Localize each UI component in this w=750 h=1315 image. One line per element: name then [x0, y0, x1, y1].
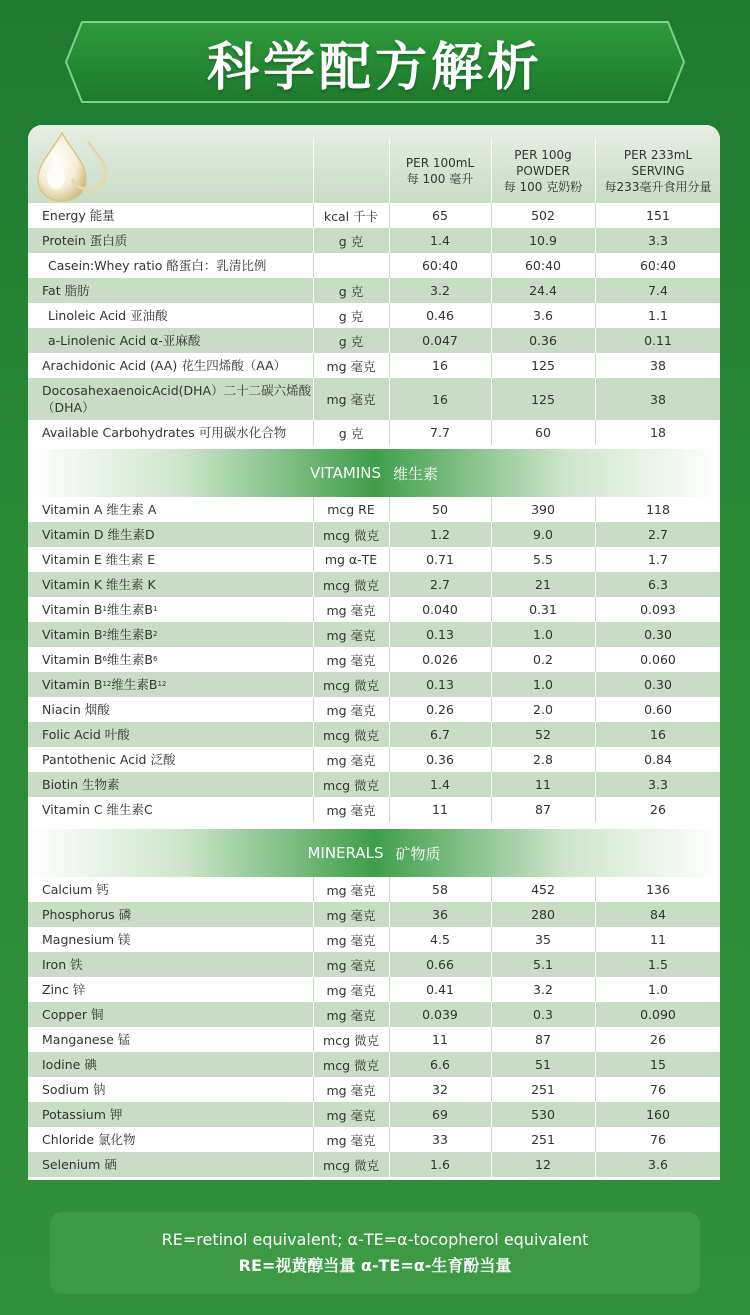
table-row [28, 420, 720, 445]
nutrient-unit: mcg 微克 [323, 1032, 379, 1048]
table-row [28, 902, 720, 927]
nutrient-name: Vitamin B 6 维生素B 6 [42, 652, 158, 667]
nutrient-name: Vitamin D 维生素D [42, 527, 155, 542]
value-per-100g: 125 [531, 358, 555, 373]
value-per-serving: 76 [650, 1132, 666, 1147]
table-row [28, 747, 720, 772]
value-per-100ml: 36 [432, 907, 448, 922]
value-per-100g: 21 [535, 577, 551, 592]
nutrient-unit: mg 毫克 [326, 882, 376, 898]
table-row [28, 927, 720, 952]
value-per-serving: 118 [646, 502, 670, 517]
value-per-serving: 0.30 [644, 677, 672, 692]
value-per-100g: 10.9 [529, 233, 557, 248]
value-per-serving: 0.090 [640, 1007, 676, 1022]
table-row [28, 1002, 720, 1027]
milk-drop-icon [32, 127, 122, 203]
value-per-100ml: 60:40 [421, 258, 459, 273]
value-per-serving: 0.60 [644, 702, 672, 717]
nutrient-name: Manganese 锰 [42, 1032, 131, 1047]
value-per-100ml: 0.46 [426, 308, 454, 323]
value-per-100ml: 6.7 [430, 727, 450, 742]
table-row [28, 378, 720, 420]
table-row [28, 672, 720, 697]
value-per-100g: 3.2 [533, 982, 553, 997]
nutrient-unit: mg 毫克 [326, 802, 376, 818]
nutrient-unit: mg 毫克 [326, 752, 376, 768]
nutrient-name: Available Carbohydrates 可用碳水化合物 [42, 425, 287, 440]
value-per-serving: 0.30 [644, 627, 672, 642]
table-row [28, 1127, 720, 1152]
value-per-serving: 1.0 [648, 982, 668, 997]
nutrient-name: DocosahexaenoicAcid(DHA）二十二碳六烯酸（DHA） [42, 383, 312, 415]
nutrient-unit: mg 毫克 [326, 392, 376, 407]
nutrient-name: Biotin 生物素 [42, 777, 120, 792]
value-per-100ml: 0.66 [426, 957, 454, 972]
value-per-100g: 390 [531, 502, 555, 517]
value-per-serving: 160 [646, 1107, 670, 1122]
value-per-100g: 530 [531, 1107, 555, 1122]
nutrient-name: Zinc 锌 [42, 982, 86, 997]
value-per-100ml: 11 [432, 1032, 448, 1047]
value-per-serving: 15 [650, 1057, 666, 1072]
value-per-serving: 26 [650, 802, 666, 817]
value-per-100g: 60 [535, 425, 551, 440]
value-per-100ml: 0.71 [426, 552, 454, 567]
value-per-100ml: 58 [432, 882, 448, 897]
nutrient-unit: mcg 微克 [323, 1157, 379, 1173]
nutrient-unit: mg α-TE [324, 552, 378, 567]
header-per-100ml-zh: 每 100 毫升 [406, 172, 474, 186]
nutrient-name: Protein 蛋白质 [42, 233, 128, 248]
value-per-100g: 52 [535, 727, 551, 742]
nutrient-name: Vitamin C 维生素C [42, 802, 153, 817]
nutrient-name: Casein:Whey ratio 酪蛋白：乳清比例 [48, 258, 267, 273]
value-per-serving: 38 [650, 358, 666, 373]
nutrient-unit: mg 毫克 [326, 1082, 376, 1098]
nutrient-unit: mcg 微克 [323, 1057, 379, 1073]
value-per-100ml: 4.5 [430, 932, 450, 947]
value-per-100g: 125 [531, 391, 555, 407]
value-per-serving: 11 [650, 932, 666, 947]
page-title: 科学配方解析 [206, 37, 543, 98]
nutrient-unit [314, 253, 388, 278]
nutrient-unit: mg 毫克 [326, 1107, 376, 1123]
nutrient-unit: mcg 微克 [323, 527, 379, 543]
nutrient-name: Magnesium 镁 [42, 932, 131, 947]
value-per-100g: 35 [535, 932, 551, 947]
value-per-serving: 136 [646, 882, 670, 897]
minerals-title-zh: 矿物质 [395, 844, 441, 863]
value-per-serving: 0.060 [640, 652, 676, 667]
value-per-serving: 76 [650, 1082, 666, 1097]
table-header [28, 125, 720, 203]
value-per-100ml: 1.6 [430, 1157, 450, 1172]
value-per-100ml: 50 [432, 502, 448, 517]
table-row [28, 497, 720, 522]
header-per-100g-powder: POWDER [516, 164, 570, 178]
nutrient-name: Vitamin B 2 维生素B 2 [42, 627, 158, 642]
value-per-100g: 87 [535, 1032, 551, 1047]
value-per-100ml: 0.13 [426, 677, 454, 692]
nutrient-unit: g 克 [338, 308, 364, 324]
vitamins-section-header [28, 449, 720, 497]
header-per-100ml-en: PER 100mL [405, 156, 475, 170]
value-per-100ml: 0.41 [426, 982, 454, 997]
value-per-100g: 0.36 [529, 333, 557, 348]
value-per-serving: 0.84 [644, 752, 672, 767]
value-per-100g: 1.0 [533, 627, 553, 642]
value-per-100ml: 0.040 [422, 602, 458, 617]
value-per-100g: 280 [531, 907, 555, 922]
nutrient-name: Potassium 钾 [42, 1107, 123, 1122]
nutrient-unit: g 克 [338, 425, 364, 441]
value-per-100g: 24.4 [529, 283, 557, 298]
table-row [28, 253, 720, 278]
value-per-100ml: 0.026 [422, 652, 458, 667]
table-row [28, 647, 720, 672]
nutrient-name: Selenium 硒 [42, 1157, 117, 1172]
table-row [28, 977, 720, 1002]
value-per-100g: 0.31 [529, 602, 557, 617]
table-row [28, 722, 720, 747]
value-per-serving: 0.11 [644, 333, 672, 348]
value-per-100g: 11 [535, 777, 551, 792]
value-per-100ml: 65 [432, 208, 448, 223]
nutrient-name: Linoleic Acid 亚油酸 [48, 308, 168, 323]
value-per-100g: 3.6 [533, 308, 553, 323]
vitamins-title-en: VITAMINS [309, 464, 382, 482]
minerals-section-header [28, 829, 720, 877]
value-per-100g: 5.5 [533, 552, 553, 567]
nutrient-name: a-Linolenic Acid α-亚麻酸 [48, 333, 201, 348]
value-per-100g: 12 [535, 1157, 551, 1172]
value-per-100g: 9.0 [533, 527, 553, 542]
value-per-100g: 251 [531, 1082, 555, 1097]
nutrient-name: Calcium 钙 [42, 882, 109, 897]
nutrient-unit: mg 毫克 [326, 1132, 376, 1148]
nutrient-unit: mcg RE [327, 502, 375, 517]
table-row [28, 877, 720, 902]
nutrient-name: Iodine 碘 [42, 1057, 97, 1072]
value-per-100g: 0.2 [533, 652, 553, 667]
value-per-serving: 0.093 [640, 602, 676, 617]
nutrient-name: Pantothenic Acid 泛酸 [42, 752, 176, 767]
value-per-serving: 16 [650, 727, 666, 742]
value-per-100ml: 0.047 [422, 333, 458, 348]
value-per-100g: 1.0 [533, 677, 553, 692]
nutrient-unit: mcg 微克 [323, 677, 379, 693]
header-per-100g-zh: 每 100 克奶粉 [503, 180, 583, 194]
table-row [28, 772, 720, 797]
header-per-serving-en: PER 233mL [623, 148, 693, 162]
value-per-serving: 3.6 [648, 1157, 668, 1172]
value-per-serving: 60:40 [639, 258, 677, 273]
value-per-100g: 2.8 [533, 752, 553, 767]
value-per-100ml: 33 [432, 1132, 448, 1147]
nutrient-name: Vitamin K 维生素 K [42, 577, 156, 592]
nutrient-unit: g 克 [338, 283, 364, 299]
table-row [28, 303, 720, 328]
value-per-serving: 2.7 [648, 527, 668, 542]
nutrient-unit: mg 毫克 [326, 702, 376, 718]
value-per-100ml: 0.039 [422, 1007, 458, 1022]
value-per-100ml: 16 [432, 358, 448, 373]
value-per-100ml: 16 [432, 391, 448, 407]
header-per-100g-en: PER 100g [514, 148, 572, 162]
value-per-100ml: 32 [432, 1082, 448, 1097]
nutrient-unit: mcg 微克 [323, 727, 379, 743]
vitamins-title-zh: 维生素 [393, 464, 439, 483]
nutrient-unit: mg 毫克 [326, 652, 376, 668]
nutrient-name: Iron 铁 [42, 957, 83, 972]
nutrient-unit: mcg 微克 [323, 777, 379, 793]
nutrient-unit: mg 毫克 [326, 602, 376, 618]
nutrient-unit: mcg 微克 [323, 577, 379, 593]
value-per-100g: 51 [535, 1057, 551, 1072]
value-per-100g: 5.1 [533, 957, 553, 972]
table-row [28, 1077, 720, 1102]
table-row [28, 622, 720, 647]
table-row [28, 797, 720, 822]
table-row [28, 1027, 720, 1052]
table-row [28, 228, 720, 253]
header-per-serving-zh: 每233毫升食用分量 [604, 180, 712, 194]
nutrient-name: Vitamin B 1 维生素B 1 [42, 602, 158, 617]
nutrient-name: Folic Acid 叶酸 [42, 727, 130, 742]
value-per-100ml: 11 [432, 802, 448, 817]
nutrient-unit: mg 毫克 [326, 982, 376, 998]
nutrient-name: Chloride 氯化物 [42, 1132, 136, 1147]
nutrient-unit: mg 毫克 [326, 1007, 376, 1023]
header-per-serving [596, 139, 720, 203]
nutrient-unit: g 克 [338, 333, 364, 349]
table-row [28, 278, 720, 303]
value-per-serving: 1.7 [648, 552, 668, 567]
table-row [28, 597, 720, 622]
value-per-serving: 151 [646, 208, 670, 223]
value-per-serving: 26 [650, 1032, 666, 1047]
nutrient-unit: mg 毫克 [326, 957, 376, 973]
value-per-serving: 3.3 [648, 233, 668, 248]
table-row [28, 1152, 720, 1177]
value-per-serving: 3.3 [648, 777, 668, 792]
table-row [28, 697, 720, 722]
value-per-serving: 18 [650, 425, 666, 440]
value-per-serving: 1.1 [648, 308, 668, 323]
table-row [28, 353, 720, 378]
nutrient-name: Fat 脂肪 [42, 283, 90, 298]
value-per-100g: 502 [531, 208, 555, 223]
header-per-serving-label: SERVING [631, 164, 685, 178]
nutrient-unit: kcal 千卡 [323, 208, 379, 224]
table-row [28, 547, 720, 572]
nutrient-name: Vitamin A 维生素 A [42, 502, 157, 517]
value-per-100ml: 0.26 [426, 702, 454, 717]
nutrient-name: Sodium 钠 [42, 1082, 106, 1097]
value-per-serving: 6.3 [648, 577, 668, 592]
value-per-100ml: 6.6 [430, 1057, 450, 1072]
table-row [28, 1052, 720, 1077]
value-per-100ml: 3.2 [430, 283, 450, 298]
nutrient-name: Vitamin B 12 维生素B 12 [42, 677, 167, 692]
value-per-100g: 87 [535, 802, 551, 817]
value-per-100g: 251 [531, 1132, 555, 1147]
footnote-box [50, 1212, 700, 1294]
value-per-100ml: 1.4 [430, 777, 450, 792]
value-per-100ml: 1.4 [430, 233, 450, 248]
value-per-100g: 2.0 [533, 702, 553, 717]
nutrient-unit: mg 毫克 [326, 907, 376, 923]
nutrient-name: Arachidonic Acid (AA) 花生四烯酸（AA） [42, 358, 287, 373]
value-per-100ml: 0.36 [426, 752, 454, 767]
value-per-serving: 38 [650, 391, 666, 407]
value-per-serving: 84 [650, 907, 666, 922]
value-per-100ml: 7.7 [430, 425, 450, 440]
nutrient-unit: mg 毫克 [326, 932, 376, 948]
nutrient-name: Phosphorus 磷 [42, 907, 132, 922]
nutrient-name: Energy 能量 [42, 208, 115, 223]
nutrient-unit: mg 毫克 [326, 627, 376, 643]
minerals-title-en: MINERALS [307, 844, 384, 862]
nutrition-table [28, 125, 720, 1180]
table-row [28, 952, 720, 977]
nutrient-unit: mg 毫克 [326, 358, 376, 374]
table-row [28, 203, 720, 228]
value-per-100g: 0.3 [533, 1007, 553, 1022]
nutrient-name: Vitamin E 维生素 E [42, 552, 156, 567]
table-row [28, 328, 720, 353]
header-per-100g [492, 139, 594, 203]
value-per-100ml: 2.7 [430, 577, 450, 592]
value-per-serving: 7.4 [648, 283, 668, 298]
nutrient-name: Niacin 烟酸 [42, 702, 110, 717]
header-per-100ml [390, 139, 490, 203]
title-banner [62, 18, 688, 106]
table-row [28, 572, 720, 597]
value-per-100ml: 1.2 [430, 527, 450, 542]
footnote-line-en: RE=retinol equivalent; α-TE=α-tocopherol equivalent [161, 1230, 589, 1249]
nutrient-name: Copper 铜 [42, 1007, 104, 1022]
value-per-100g: 452 [531, 882, 555, 897]
nutrient-unit: g 克 [338, 233, 364, 249]
value-per-serving: 1.5 [648, 957, 668, 972]
footnote-line-zh: RE=视黄醇当量 α-TE=α-生育酚当量 [238, 1256, 512, 1275]
value-per-100g: 60:40 [524, 258, 562, 273]
value-per-100ml: 69 [432, 1107, 448, 1122]
value-per-100ml: 0.13 [426, 627, 454, 642]
table-row [28, 522, 720, 547]
table-row [28, 1102, 720, 1127]
